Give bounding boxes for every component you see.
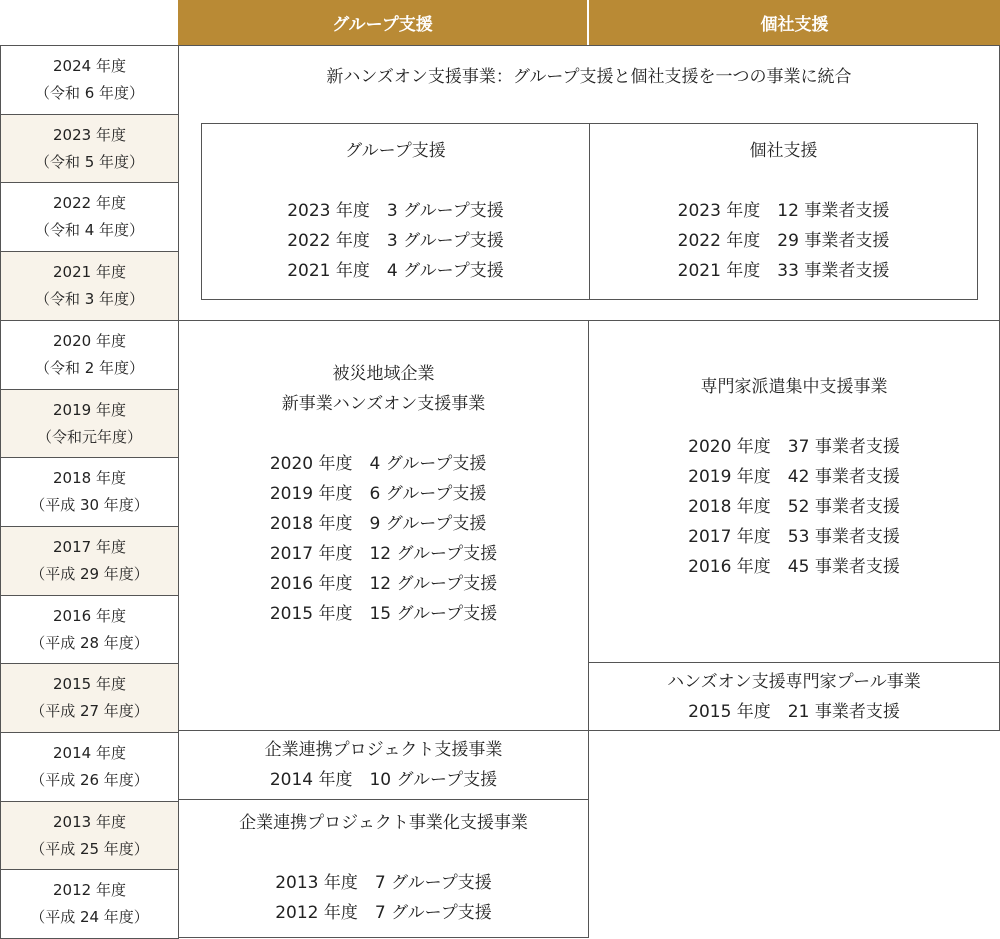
era-label: （平成 24 年度） (30, 908, 149, 926)
era-label: （令和 5 年度） (34, 152, 145, 171)
header-individual-label: 個社支援 (760, 15, 829, 35)
year-cell (0, 663, 179, 733)
year-cell (0, 251, 179, 321)
result-line: 2018 年度 52 事業者支援 (688, 496, 900, 517)
collab-project-result: 2014 年度 10 グループ支援 (269, 770, 498, 790)
expert-dispatch-block (588, 320, 1000, 663)
year-cell (0, 182, 179, 252)
year-cell (0, 801, 179, 870)
result-line: 2022 年度 29 事業者支援 (677, 231, 890, 251)
new-handson-block (178, 45, 1000, 321)
era-label: （平成 27 年度） (30, 702, 149, 720)
result-line: 2016 年度 12 グループ支援 (269, 573, 498, 594)
new-handson-group-box (201, 123, 590, 300)
year-cell (0, 526, 179, 596)
result-line: 2012 年度 7 グループ支援 (275, 903, 492, 923)
header-individual-support (589, 0, 1000, 45)
collab-project-block (178, 730, 589, 800)
collab-commercial-title: 企業連携プロジェクト事業化支援事業 (239, 813, 528, 833)
era-label: （令和元年度） (36, 427, 142, 446)
year-label: 2014 年度 (53, 744, 126, 762)
header-group-label: グループ支援 (332, 15, 433, 35)
new-handson-individual-box (589, 123, 978, 300)
result-line: 2019 年度 6 グループ支援 (269, 483, 487, 504)
era-label: （平成 25 年度） (30, 839, 149, 858)
new-handson-group-results (287, 196, 504, 286)
year-cell (0, 114, 179, 183)
new-handson-individual-title: 個社支援 (749, 141, 818, 161)
year-label: 2018 年度 (53, 469, 126, 487)
collab-commercial-results (275, 868, 492, 928)
year-label: 2015 年度 (53, 675, 126, 693)
era-label: （平成 29 年度） (30, 565, 149, 583)
result-line: 2017 年度 53 事業者支援 (688, 526, 900, 547)
result-line: 2017 年度 12 グループ支援 (269, 543, 498, 564)
year-label: 2016 年度 (53, 606, 126, 625)
year-label: 2012 年度 (53, 881, 126, 899)
era-label: （令和 3 年度） (34, 290, 145, 308)
year-cell (0, 45, 179, 115)
year-cell (0, 595, 179, 664)
result-line: 2023 年度 3 グループ支援 (287, 201, 504, 221)
year-cell (0, 389, 179, 458)
result-line: 2022 年度 3 グループ支援 (287, 231, 504, 251)
year-label: 2022 年度 (53, 194, 126, 212)
era-label: （令和 4 年度） (34, 221, 145, 239)
year-label: 2017 年度 (53, 538, 126, 556)
header-group-support (178, 0, 587, 45)
result-line: 2013 年度 7 グループ支援 (275, 873, 492, 893)
expert-pool-block (588, 662, 1000, 731)
result-line: 2018 年度 9 グループ支援 (269, 513, 487, 534)
year-label: 2024 年度 (53, 57, 126, 75)
disaster-area-block (178, 320, 589, 731)
disaster-area-title-1: 被災地域企業 (332, 363, 435, 384)
collab-project-title: 企業連携プロジェクト支援事業 (264, 740, 503, 760)
result-line: 2021 年度 33 事業者支援 (677, 261, 890, 281)
expert-pool-result: 2015 年度 21 事業者支援 (688, 701, 900, 722)
new-handson-group-title: グループ支援 (345, 141, 446, 161)
year-label: 2020 年度 (53, 332, 126, 350)
year-label: 2021 年度 (53, 263, 126, 281)
era-label: （令和 6 年度） (34, 84, 145, 102)
new-handson-title: 新ハンズオン支援事業：グループ支援と個社支援を一つの事業に統合 (326, 67, 852, 87)
year-cell (0, 457, 179, 527)
era-label: （平成 28 年度） (30, 633, 149, 652)
year-cell (0, 732, 179, 802)
year-label: 2019 年度 (53, 400, 126, 419)
result-line: 2020 年度 4 グループ支援 (269, 453, 487, 474)
result-line: 2021 年度 4 グループ支援 (287, 261, 504, 281)
expert-pool-title: ハンズオン支援専門家プール事業 (667, 671, 921, 692)
result-line: 2020 年度 37 事業者支援 (688, 436, 900, 457)
year-label: 2023 年度 (53, 125, 126, 144)
result-line: 2023 年度 12 事業者支援 (677, 201, 890, 221)
year-label: 2013 年度 (53, 812, 126, 831)
era-label: （平成 26 年度） (30, 771, 149, 789)
year-cell (0, 869, 179, 939)
disaster-area-title-2: 新事業ハンズオン支援事業 (281, 393, 486, 414)
result-line: 2015 年度 15 グループ支援 (269, 603, 498, 624)
disaster-area-results (270, 449, 497, 629)
era-label: （令和 2 年度） (34, 359, 145, 377)
era-label: （平成 30 年度） (30, 496, 149, 514)
result-line: 2016 年度 45 事業者支援 (688, 556, 900, 577)
expert-dispatch-results (688, 432, 900, 582)
result-line: 2019 年度 42 事業者支援 (688, 466, 900, 487)
expert-dispatch-title: 専門家派遣集中支援事業 (700, 376, 888, 397)
collab-commercial-block (178, 799, 589, 938)
new-handson-individual-results (678, 196, 890, 286)
year-cell (0, 320, 179, 390)
